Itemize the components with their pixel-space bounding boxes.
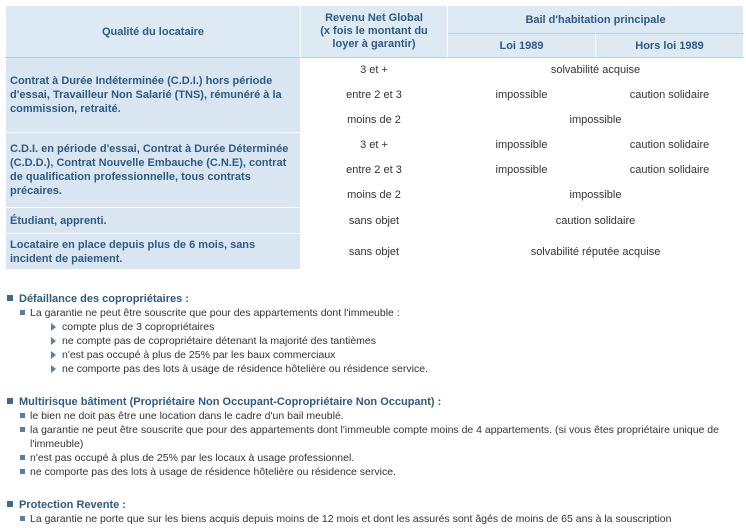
sub-list-item bbox=[7, 348, 743, 362]
revenu-cell: sans objet bbox=[301, 234, 448, 270]
list-item-text: La garantie ne porte que sur les biens acquis depuis moins de 12 mois et dont les assurés sont âgés de moins de 65 ans à la souscription bbox=[30, 513, 672, 525]
bail-merged-cell: solvabilité réputée acquise bbox=[448, 234, 744, 270]
section-revente bbox=[7, 498, 743, 526]
group-label: Étudiant, apprenti. bbox=[6, 208, 301, 234]
list-item-text: n'est pas occupé à plus de 25% par les baux commerciaux bbox=[62, 349, 336, 361]
list-item-text: la garantie ne peut être souscrite que pour des appartements dont l'immeuble compte moins de 4 appartements. (si vous êtes propriétaire unique de l'immeuble) bbox=[30, 424, 719, 450]
section-multirisque bbox=[7, 395, 743, 479]
header-revenu bbox=[301, 6, 448, 58]
header-bail: Bail d'habitation principale bbox=[448, 6, 744, 34]
list-item-text: compte plus de 3 copropriétaires bbox=[62, 321, 215, 333]
bullet-icon bbox=[20, 310, 25, 315]
table-row bbox=[6, 208, 744, 234]
group-label: Contrat à Durée Indéterminée (C.D.I.) hors période d'essai, Travailleur Non Salarié (TNS), rémunéré à la commission, retraité. bbox=[6, 58, 301, 133]
square-bullet-icon bbox=[7, 501, 13, 507]
hors-loi-cell: caution solidaire bbox=[596, 133, 744, 158]
sub-list-item bbox=[7, 362, 743, 376]
section-title: Défaillance des copropriétaires : bbox=[19, 293, 189, 305]
triangle-bullet-icon bbox=[51, 351, 56, 359]
bail-merged-cell: impossible bbox=[448, 183, 744, 208]
revenu-cell: 3 et + bbox=[301, 58, 448, 83]
bail-merged-cell: solvabilité acquise bbox=[448, 58, 744, 83]
header-qualite: Qualité du locataire bbox=[6, 6, 301, 58]
group-label: Locataire en place depuis plus de 6 mois, sans incident de paiement. bbox=[6, 234, 301, 270]
loi-cell: impossible bbox=[448, 83, 596, 108]
bullet-icon bbox=[20, 469, 25, 474]
list-item bbox=[7, 409, 743, 423]
list-item-text: ne comporte pas des lots à usage de résidence hôtelière ou résidence service. bbox=[30, 466, 396, 478]
header-loi-1989: Loi 1989 bbox=[448, 34, 596, 58]
bullet-icon bbox=[20, 455, 25, 460]
revenu-cell: entre 2 et 3 bbox=[301, 158, 448, 183]
bullet-icon bbox=[20, 413, 25, 418]
square-bullet-icon bbox=[7, 398, 13, 404]
list-item-text: le bien ne doit pas être une location dans le cadre d'un bail meublé. bbox=[30, 410, 344, 422]
triangle-bullet-icon bbox=[51, 323, 56, 331]
table-row bbox=[6, 234, 744, 270]
list-item-text: La garantie ne peut être souscrite que pour des appartements dont l'immeuble : bbox=[30, 307, 400, 319]
list-item-text: n'est pas occupé à plus de 25% par les locaux à usage professionnel. bbox=[30, 452, 355, 464]
bail-merged-cell: impossible bbox=[448, 108, 744, 133]
list-item-text: ne compte pas de copropriétaire détenant la majorité des tantièmes bbox=[62, 335, 377, 347]
list-item bbox=[7, 423, 743, 451]
section-defaillance bbox=[7, 292, 743, 376]
sub-list-item bbox=[7, 334, 743, 348]
eligibility-table bbox=[5, 5, 744, 270]
bail-merged-cell: caution solidaire bbox=[448, 208, 744, 234]
triangle-bullet-icon bbox=[51, 337, 56, 345]
bullet-icon bbox=[20, 516, 25, 521]
list-item bbox=[7, 465, 743, 479]
group-label: C.D.I. en période d'essai, Contrat à Durée Déterminée (C.D.D.), Contrat Nouvelle Embauche (C.N.E), contrat de qualification professionnelle, tous contrats précaires. bbox=[6, 133, 301, 208]
list-item bbox=[7, 306, 743, 320]
revenu-cell: moins de 2 bbox=[301, 183, 448, 208]
sub-list-item bbox=[7, 320, 743, 334]
hors-loi-cell: caution solidaire bbox=[596, 83, 744, 108]
square-bullet-icon bbox=[7, 295, 13, 301]
loi-cell: impossible bbox=[448, 133, 596, 158]
section-title: Multirisque bâtiment (Propriétaire Non Occupant-Copropriétaire Non Occupant) : bbox=[19, 396, 442, 408]
loi-cell: impossible bbox=[448, 158, 596, 183]
table-row bbox=[6, 58, 744, 83]
revenu-cell: entre 2 et 3 bbox=[301, 83, 448, 108]
revenu-cell: moins de 2 bbox=[301, 108, 448, 133]
triangle-bullet-icon bbox=[51, 365, 56, 373]
bullet-icon bbox=[20, 427, 25, 432]
header-revenu-line3: loyer à garantir) bbox=[332, 38, 416, 50]
revenu-cell: sans objet bbox=[301, 208, 448, 234]
list-item-text: ne comporte pas des lots à usage de résidence hôtelière ou résidence service. bbox=[62, 363, 428, 375]
table-row bbox=[6, 133, 744, 158]
list-item bbox=[7, 451, 743, 465]
hors-loi-cell: caution solidaire bbox=[596, 158, 744, 183]
header-revenu-line1: Revenu Net Global bbox=[325, 12, 423, 24]
list-item bbox=[7, 512, 743, 526]
section-title: Protection Revente : bbox=[19, 499, 126, 511]
header-hors-loi-1989: Hors loi 1989 bbox=[596, 34, 744, 58]
header-revenu-line2: (x fois le montant du bbox=[320, 25, 428, 37]
revenu-cell: 3 et + bbox=[301, 133, 448, 158]
